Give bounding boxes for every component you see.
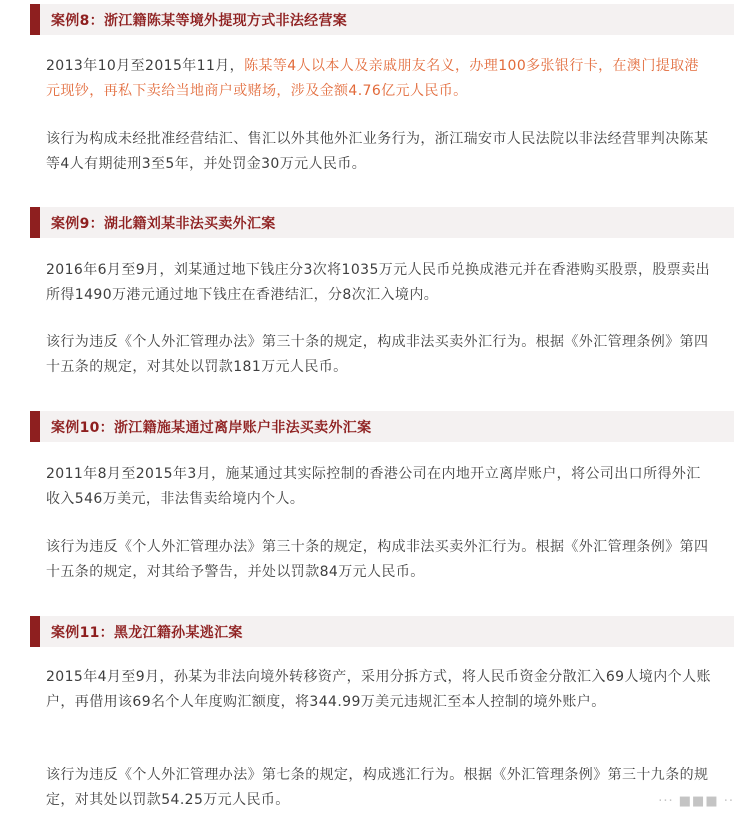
case-8-title: 案例8：浙江籍陈某等境外提现方式非法经营案 [51, 12, 348, 29]
case-8-paragraph-2: 该行为构成未经批准经营结汇、售汇以外其他外汇业务行为，浙江瑞安市人民法院以非法经营罪判决陈某等4人有期徒刑3至5年，并处罚金30万元人民币。 [46, 131, 709, 172]
case-10-header [30, 411, 734, 442]
case-11-paragraph-2: 该行为违反《个人外汇管理办法》第七条的规定，构成逃汇行为。根据《外汇管理条例》第三十九条的规定，对其处以罚款54.25万元人民币。 [46, 767, 709, 808]
header-accent-bar [30, 207, 40, 238]
case-10-title: 案例10：浙江籍施某通过离岸账户非法买卖外汇案 [51, 419, 372, 436]
case-11-title: 案例11：黑龙江籍孙某逃汇案 [51, 624, 243, 641]
case-9-paragraph-2: 该行为违反《个人外汇管理办法》第三十条的规定，构成非法买卖外汇行为。根据《外汇管理条例》第四十五条的规定，对其处以罚款181万元人民币。 [46, 334, 709, 375]
case-8-lead-text: 2013年10月至2015年11月， [46, 58, 245, 74]
header-accent-bar [30, 616, 40, 647]
case-8-paragraph-1 [46, 54, 711, 104]
case-8-highlight-text: 陈某等4人以本人及亲戚朋友名义，办理100多张银行卡，在澳门提取港元现钞，再私下卖给当地商户或赌场，涉及金额4.76亿元人民币。 [46, 58, 699, 99]
header-accent-bar [30, 4, 40, 35]
case-9-title: 案例9：湖北籍刘某非法买卖外汇案 [51, 215, 276, 232]
case-8-header [30, 4, 734, 35]
case-9-header [30, 207, 734, 238]
case-10-paragraph-2: 该行为违反《个人外汇管理办法》第三十条的规定，构成非法买卖外汇行为。根据《外汇管理条例》第四十五条的规定，对其给予警告，并处以罚款84万元人民币。 [46, 539, 709, 580]
case-9-paragraph-1: 2016年6月至9月，刘某通过地下钱庄分3次将1035万元人民币兑换成港元并在香港购买股票，股票卖出所得1490万港元通过地下钱庄在香港结汇，分8次汇入境内。 [46, 262, 710, 303]
header-accent-bar [30, 411, 40, 442]
watermark-text: ··· ■■■ ·· [658, 794, 734, 809]
case-11-paragraph-1: 2015年4月至9月，孙某为非法向境外转移资产，采用分拆方式，将人民币资金分散汇入69人境内个人账户，再借用该69名个人年度购汇额度，将344.99万美元违规汇至本人控制的境外账户。 [46, 669, 711, 710]
case-10-paragraph-1: 2011年8月至2015年3月，施某通过其实际控制的香港公司在内地开立离岸账户，将公司出口所得外汇收入546万美元，非法售卖给境内个人。 [46, 466, 701, 507]
case-11-header [30, 616, 734, 647]
